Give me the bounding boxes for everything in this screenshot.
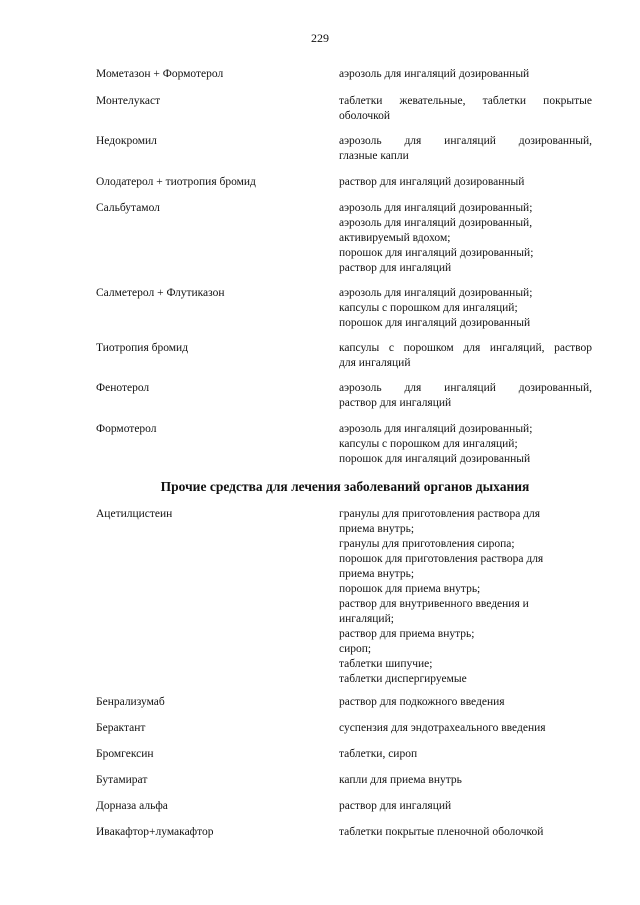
dosage-form-line: раствор для ингаляций [339, 397, 452, 409]
dosage-form-line: таблетки покрытые пленочной оболочкой [339, 826, 544, 838]
dosage-form-line: глазные капли [339, 150, 409, 162]
section-title: Прочие средства для лечения заболеваний органов дыхания [160, 479, 530, 494]
dosage-forms [339, 67, 592, 82]
drug-name: Мометазон + Формотерол [96, 68, 224, 80]
dosage-forms [339, 507, 592, 687]
dosage-forms [339, 201, 592, 276]
dosage-forms [339, 773, 592, 788]
dosage-forms [339, 721, 592, 736]
dosage-form-line: оболочкой [339, 110, 391, 122]
drug-name: Ацетилцистеин [96, 508, 173, 520]
dosage-form-line: приема внутрь; [339, 523, 415, 535]
dosage-form-line: порошок для ингаляций дозированный [339, 317, 531, 329]
drug-name: Фенотерол [96, 382, 150, 394]
dosage-form-line: таблетки шипучие; [339, 658, 433, 670]
drug-name: Сальбутамол [96, 202, 160, 214]
dosage-form-line: таблетки жевательные, таблетки покрытые [339, 95, 592, 107]
drug-name: Бенрализумаб [96, 696, 165, 708]
drug-name: Недокромил [96, 135, 157, 147]
dosage-form-line: раствор для ингаляций [339, 800, 452, 812]
drug-name: Тиотропия бромид [96, 342, 189, 354]
dosage-forms [339, 175, 592, 190]
dosage-form-line: раствор для внутривенного введения и [339, 598, 529, 610]
page-number: 229 [311, 31, 329, 45]
dosage-form-line: капсулы с порошком для ингаляций, раствор [339, 342, 592, 354]
dosage-form-line: порошок для приема внутрь; [339, 583, 481, 595]
dosage-form-line: аэрозоль для ингаляций дозированный; [339, 202, 533, 214]
drug-name: Монтелукаст [96, 95, 161, 107]
dosage-forms [339, 825, 592, 840]
dosage-form-line: раствор для подкожного введения [339, 696, 505, 708]
dosage-form-line: раствор для ингаляций [339, 262, 452, 274]
dosage-form-line: раствор для приема внутрь; [339, 628, 475, 640]
dosage-forms [339, 134, 592, 164]
dosage-forms [339, 381, 592, 411]
dosage-form-line: гранулы для приготовления раствора для [339, 508, 541, 520]
dosage-form-line: сироп; [339, 643, 372, 655]
dosage-form-line: аэрозоль для ингаляций дозированный, [339, 135, 592, 147]
dosage-form-line: раствор для ингаляций дозированный [339, 176, 525, 188]
dosage-form-line: аэрозоль для ингаляций дозированный [339, 68, 530, 80]
drug-name: Бромгексин [96, 748, 154, 760]
dosage-form-line: капсулы с порошком для ингаляций; [339, 302, 518, 314]
dosage-form-line: активируемый вдохом; [339, 232, 451, 244]
dosage-form-line: суспензия для эндотрахеального введения [339, 722, 546, 734]
dosage-form-line: порошок для ингаляций дозированный; [339, 247, 534, 259]
dosage-forms [339, 695, 592, 710]
dosage-form-line: гранулы для приготовления сиропа; [339, 538, 515, 550]
dosage-form-line: аэрозоль для ингаляций дозированный, [339, 217, 533, 229]
dosage-form-line: аэрозоль для ингаляций дозированный, [339, 382, 592, 394]
dosage-form-line: ингаляций; [339, 613, 394, 625]
dosage-forms [339, 94, 592, 124]
dosage-form-line: аэрозоль для ингаляций дозированный; [339, 287, 533, 299]
dosage-form-line: таблетки, сироп [339, 748, 418, 760]
dosage-form-line: порошок для ингаляций дозированный [339, 453, 531, 465]
drug-name: Олодатерол + тиотропия бромид [96, 176, 256, 188]
dosage-form-line: таблетки диспергируемые [339, 673, 467, 685]
drug-name: Дорназа альфа [96, 800, 168, 812]
dosage-form-line: для ингаляций [339, 357, 411, 369]
drug-name: Формотерол [96, 423, 157, 435]
dosage-forms [339, 341, 592, 371]
dosage-forms [339, 422, 592, 467]
dosage-form-line: капсулы с порошком для ингаляций; [339, 438, 518, 450]
dosage-form-line: капли для приема внутрь [339, 774, 462, 786]
drug-name: Ивакафтор+лумакафтор [96, 826, 214, 838]
dosage-forms [339, 799, 592, 814]
dosage-forms [339, 747, 592, 762]
drug-name: Бутамират [96, 774, 148, 786]
dosage-form-line: аэрозоль для ингаляций дозированный; [339, 423, 533, 435]
dosage-form-line: порошок для приготовления раствора для [339, 553, 544, 565]
dosage-form-line: приема внутрь; [339, 568, 415, 580]
drug-name: Салметерол + Флутиказон [96, 287, 225, 299]
dosage-forms [339, 286, 592, 331]
drug-name: Берактант [96, 722, 146, 734]
